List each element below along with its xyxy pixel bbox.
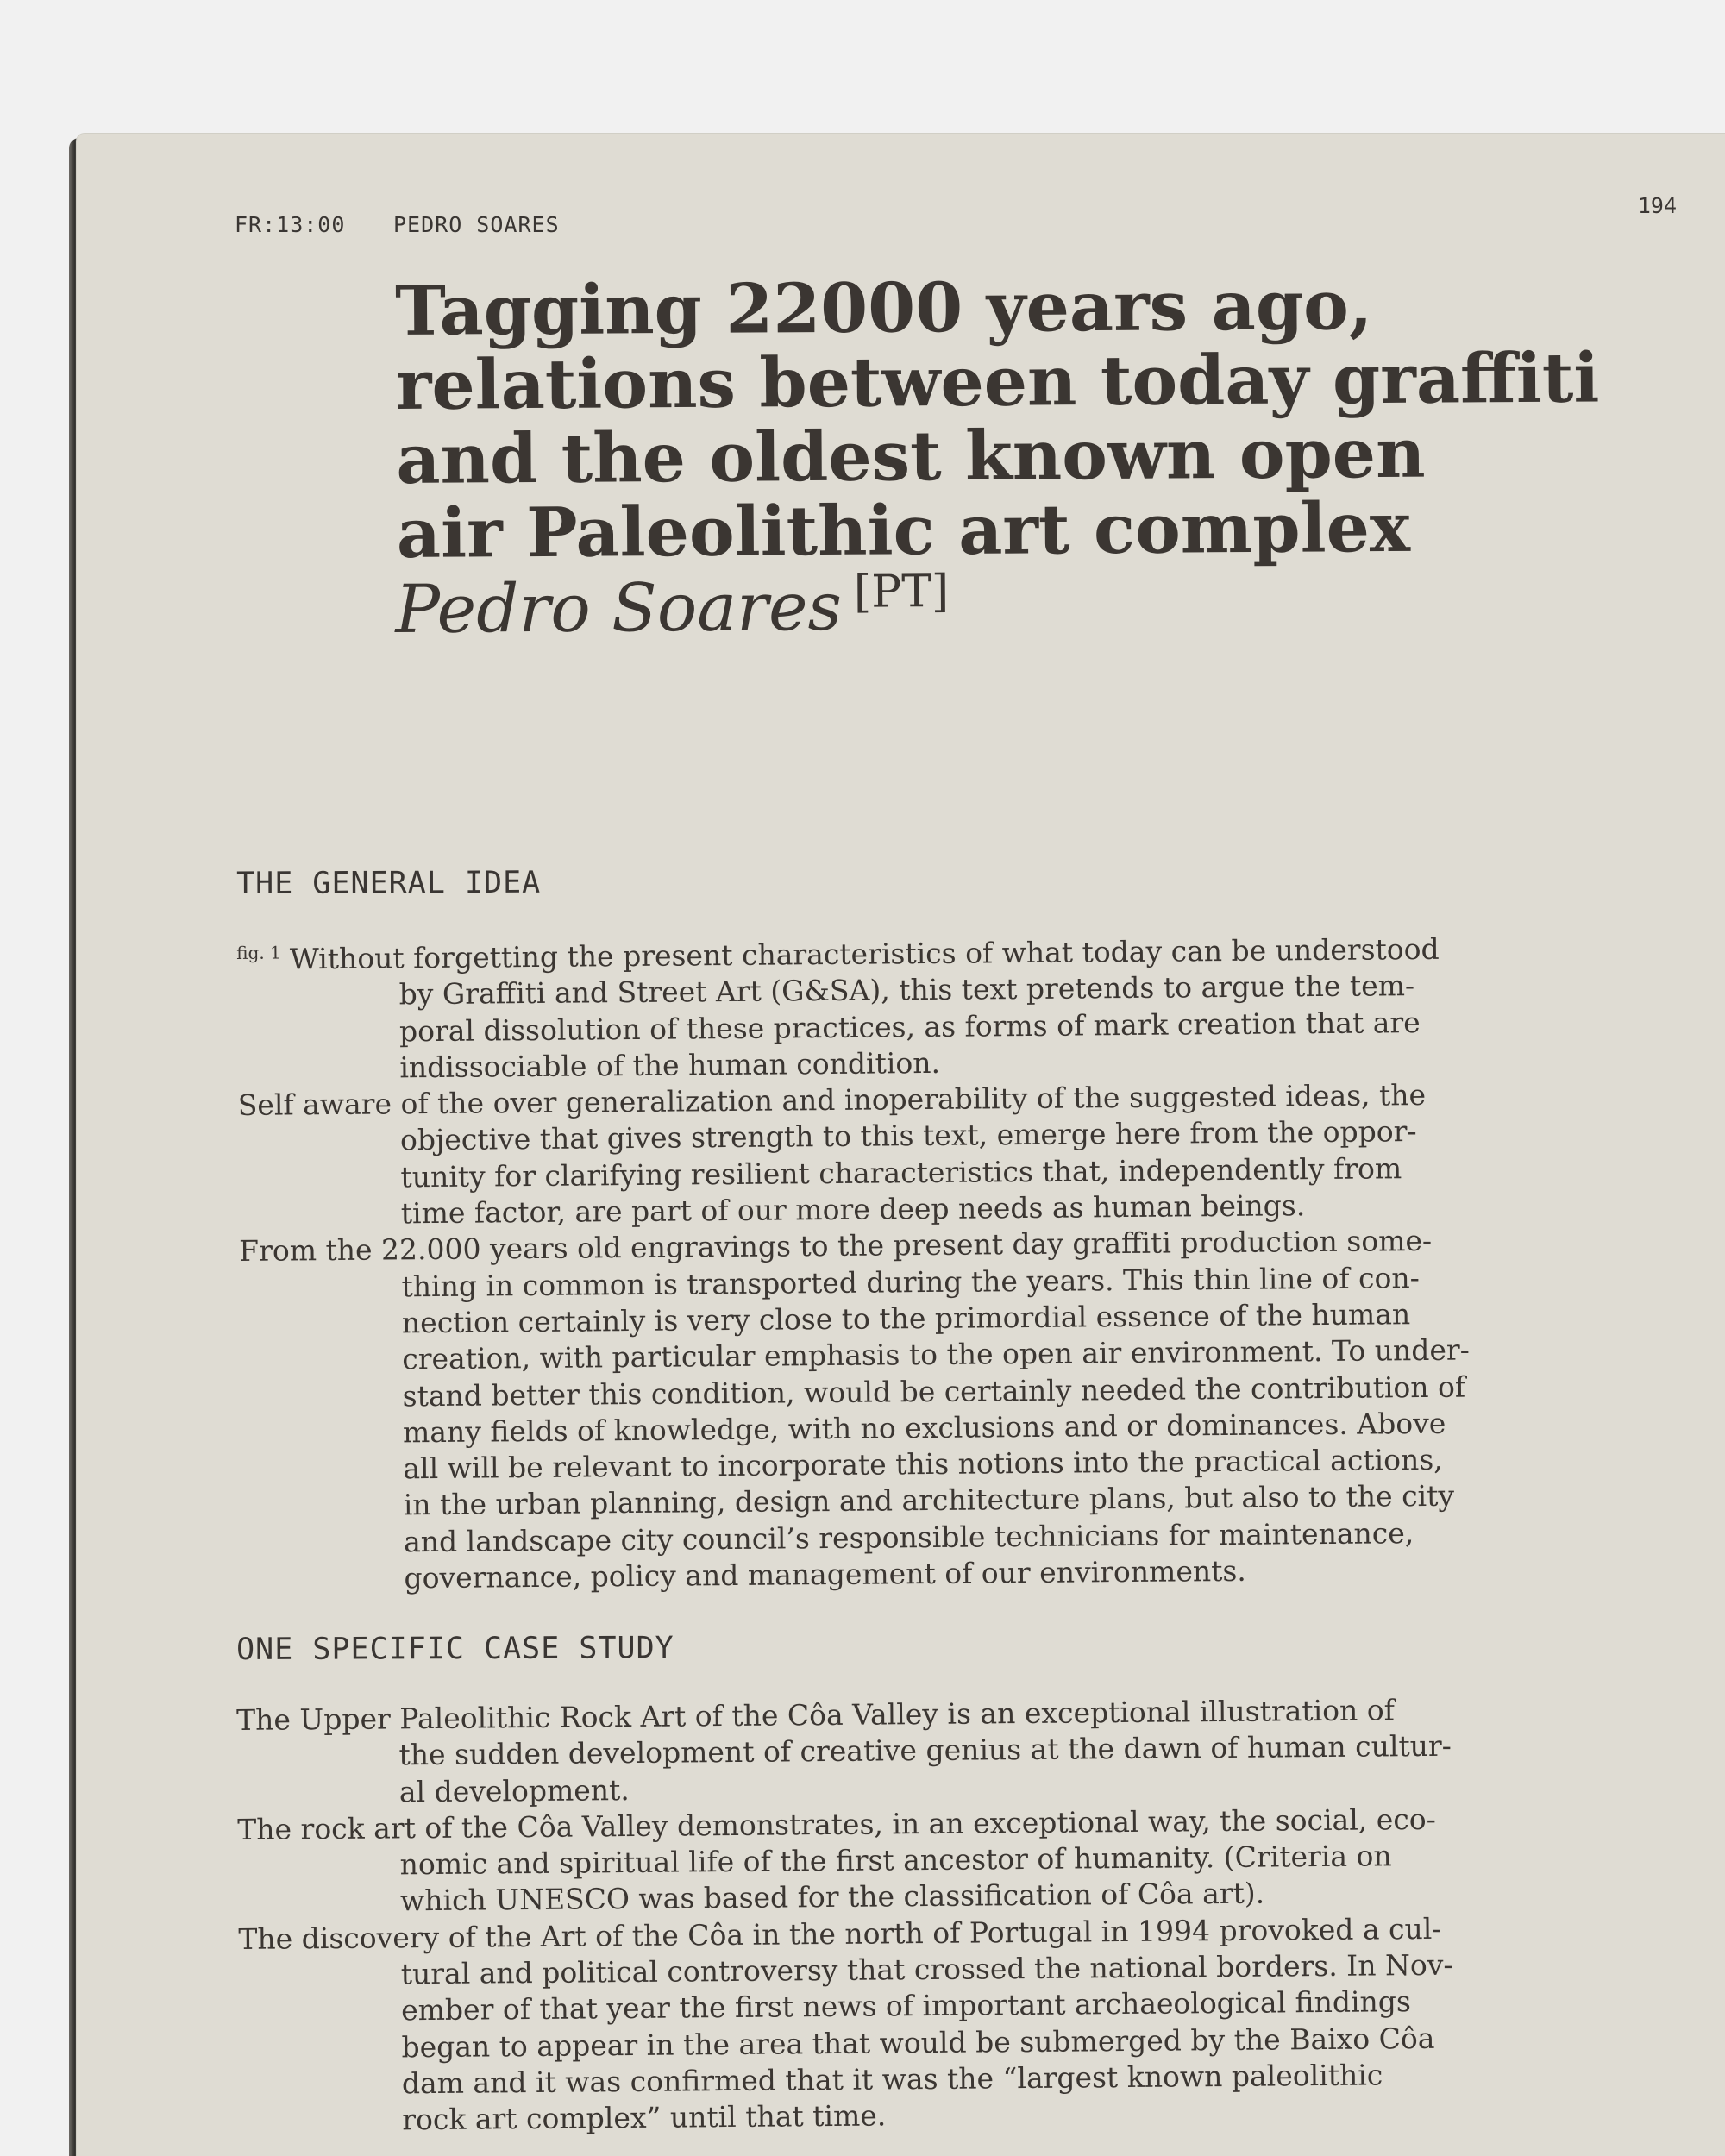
text-line: The Upper Paleolithic Rock Art of the Côa Valley is an exceptional illustration of [236, 1693, 1396, 1737]
figure-reference: fig. 1 [236, 942, 281, 963]
text-line: creation, with particular emphasis to the open air environment. To under- [402, 1332, 1471, 1376]
text-line: began to appear in the area that would be submerged by the Baixo Côa [401, 2021, 1435, 2065]
text-line: Without forgetting the present characteristics of what today can be understood [289, 931, 1440, 976]
paragraph [239, 1223, 1493, 1599]
title-line: air Paleolithic art complex [396, 486, 1411, 573]
text-line: tural and political controversy that crossed the national borders. In Nov- [400, 1947, 1453, 1991]
text-line: ember of that year the first news of important archaeological findings [400, 1984, 1412, 2028]
text-line: tunity for clarifying resilient characteristics that, independently from [400, 1151, 1402, 1194]
title-line: Tagging 22000 years ago, [394, 265, 1373, 351]
paragraph [236, 1691, 1488, 1812]
text-line: nomic and spiritual life of the first ancestor of humanity. (Criteria on [399, 1839, 1392, 1882]
section-code: FR:13:00 [235, 212, 346, 237]
text-line: governance, policy and management of our environments. [404, 1553, 1246, 1595]
text-line: and landscape city council’s responsible technicians for maintenance, [403, 1515, 1414, 1559]
text-line: in the urban planning, design and architecture plans, but also to the city [403, 1479, 1455, 1522]
text-line: all will be relevant to incorporate this notions into the practical actions, [403, 1442, 1443, 1486]
text-line: the sudden development of creative genius at the dawn of human cultur- [398, 1729, 1452, 1772]
section-body [236, 924, 1493, 1598]
paragraph [238, 1077, 1490, 1234]
text-line: many fields of knowledge, with no exclusions and or dominances. Above [402, 1406, 1446, 1450]
section-heading: THE GENERAL IDEA [236, 865, 542, 901]
byline [395, 566, 950, 649]
text-line: which UNESCO was based for the classification of Côa art). [399, 1877, 1265, 1918]
text-line: al development. [398, 1772, 630, 1808]
title-line: relations between today graffiti [395, 337, 1600, 425]
text-line: From the 22.000 years old engravings to the present day graffiti production some- [239, 1224, 1433, 1269]
author-country: [PT] [853, 566, 950, 618]
page-number: 194 [1637, 193, 1677, 218]
paragraph [237, 1801, 1489, 1921]
text-line: objective that gives strength to this text, emerge here from the oppor- [399, 1114, 1417, 1157]
section-heading: ONE SPECIFIC CASE STUDY [236, 1631, 674, 1667]
text-line: Self aware of the over generalization and inoperability of the suggested ideas, the [237, 1078, 1427, 1123]
text-line: nection certainly is very close to the primordial essence of the human [401, 1297, 1411, 1340]
article-title [395, 266, 1682, 571]
text-line: by Graffiti and Street Art (G&SA), this text pretends to argue the tem- [398, 968, 1415, 1012]
text-line: dam and it was confirmed that it was the “largest known paleolithic [401, 2058, 1383, 2101]
text-line: rock art complex” until that time. [402, 2098, 887, 2137]
text-line: indissociable of the human condition. [399, 1045, 941, 1085]
paragraph [238, 1910, 1490, 2140]
section-body [236, 1691, 1490, 2140]
text-line: thing in common is transported during the years. This thin line of con- [401, 1260, 1420, 1304]
text-line: time factor, are part of our more deep needs as human beings. [400, 1188, 1306, 1231]
text-line: stand better this condition, would be certainly needed the contribution of [402, 1369, 1466, 1413]
paragraph [236, 924, 1488, 1087]
text-line: The rock art of the Côa Valley demonstrates, in an exceptional way, the social, eco- [237, 1802, 1436, 1846]
text-line: The discovery of the Art of the Côa in the north of Portugal in 1994 provoked a cul- [238, 1911, 1442, 1956]
author-name: Pedro Soares [395, 568, 843, 649]
title-line: and the oldest known open [396, 412, 1426, 499]
running-author: PEDRO SOARES [393, 212, 560, 237]
text-line: poral dissolution of these practices, as forms of mark creation that are [398, 1005, 1421, 1048]
